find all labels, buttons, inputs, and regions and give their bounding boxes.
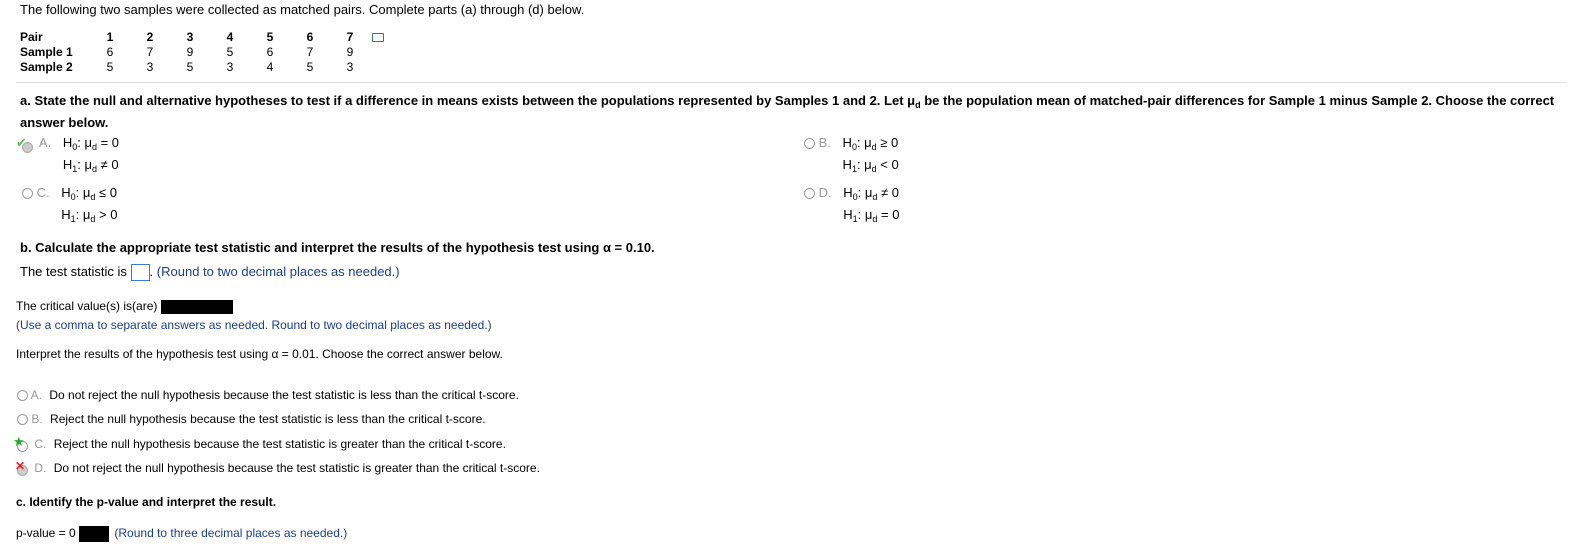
cell: 6 bbox=[106, 45, 114, 59]
interpret-option-b[interactable]: B. Reject the null hypothesis because the test statistic is less than the critical t-score. bbox=[17, 412, 486, 426]
cell: 9 bbox=[186, 45, 194, 59]
test-statistic-row: The test statistic is . (Round to two decimal places as needed.) bbox=[20, 264, 400, 281]
radio-button[interactable] bbox=[22, 188, 33, 199]
cell: 5 bbox=[226, 45, 234, 59]
pvalue-row: p-value = 0 (Round to three decimal places as needed.) bbox=[16, 526, 348, 541]
copy-icon[interactable] bbox=[372, 33, 384, 42]
option-b[interactable]: B. $H_0$: $\mu_d \ge 0$ $H_1$: $\mu_d < 0$ bbox=[804, 134, 899, 178]
option-a[interactable]: ✔ A. $H_0$: $\mu_d = 0$ $H_1$: $\mu_d \ne 0$ bbox=[22, 134, 119, 178]
critical-value-row: The critical value(s) is(are) bbox=[16, 299, 233, 314]
copy-button[interactable] bbox=[370, 30, 410, 45]
divider bbox=[16, 82, 1566, 83]
cell: 3 bbox=[186, 30, 194, 44]
part-a-question: a. State the null and alternative hypotheses to test if a difference in means exists between the populations represented by Samples 1 and 2. Let $\mu_d$ be the population mean of matched-pair differences for Sample 1 minus Sample 2. Choose the correct answer below. bbox=[20, 93, 1555, 130]
radio-button[interactable] bbox=[804, 138, 815, 149]
pairs-table bbox=[20, 30, 410, 75]
row-label: Sample 2 bbox=[20, 60, 73, 74]
option-d[interactable]: D. $H_0$: $\mu_d \ne 0$ $H_1$: $\mu_d = 0$ bbox=[804, 184, 899, 228]
radio-button[interactable] bbox=[17, 414, 28, 425]
part-b-question: b. Calculate the appropriate test statistic and interpret the results of the hypothesis test using α = 0.10. bbox=[20, 240, 655, 255]
star-icon: ★ bbox=[13, 433, 25, 449]
part-c-question: c. Identify the p-value and interpret the result. bbox=[16, 495, 277, 509]
cell: 3 bbox=[346, 60, 354, 74]
cell: 5 bbox=[266, 30, 274, 44]
table-row bbox=[20, 30, 410, 45]
cell: 5 bbox=[106, 60, 114, 74]
hypothesis-pair: $H_0$: $\mu_d \ge 0$ $H_1$: $\mu_d < 0$ bbox=[842, 135, 899, 174]
check-icon: ✔ bbox=[16, 134, 27, 150]
x-icon: ✕ bbox=[15, 458, 26, 473]
cell: 5 bbox=[306, 60, 314, 74]
cell: 4 bbox=[226, 30, 234, 44]
cell: 3 bbox=[226, 60, 234, 74]
interpret-option-d[interactable]: ✕ D. Do not reject the null hypothesis because the test statistic is greater than the critical t-score. bbox=[15, 458, 540, 475]
hypothesis-pair: $H_0$: $\mu_d \le 0$ $H_1$: $\mu_d > 0$ bbox=[61, 185, 118, 224]
critical-value-input[interactable] bbox=[161, 300, 233, 314]
option-c[interactable]: C. $H_0$: $\mu_d \le 0$ $H_1$: $\mu_d > 0$ bbox=[22, 184, 117, 228]
radio-button[interactable] bbox=[17, 390, 28, 401]
cell: 5 bbox=[186, 60, 194, 74]
cell: 4 bbox=[266, 60, 274, 74]
cell: 2 bbox=[146, 30, 154, 44]
cell: 9 bbox=[346, 45, 354, 59]
cell: 7 bbox=[146, 45, 154, 59]
hypothesis-pair: $H_0$: $\mu_d = 0$ $H_1$: $\mu_d \ne 0$ bbox=[62, 135, 120, 174]
cell: 7 bbox=[306, 45, 314, 59]
intro-text: The following two samples were collected as matched pairs. Complete parts (a) through (d) below. bbox=[20, 2, 585, 17]
table-row bbox=[20, 60, 410, 75]
hypothesis-pair: $H_0$: $\mu_d \ne 0$ $H_1$: $\mu_d = 0$ bbox=[843, 185, 900, 224]
radio-button[interactable] bbox=[804, 188, 815, 199]
interpret-option-a[interactable]: A. Do not reject the null hypothesis because the test statistic is less than the critical t-score. bbox=[17, 388, 519, 402]
interpret-option-c[interactable]: ★ C. Reject the null hypothesis because the test statistic is greater than the critical t-score. bbox=[13, 433, 506, 451]
interpret-label: Interpret the results of the hypothesis test using α = 0.01. Choose the correct answer below. bbox=[16, 347, 503, 361]
cell: 7 bbox=[346, 30, 354, 44]
pvalue-input[interactable] bbox=[79, 526, 109, 542]
test-statistic-input[interactable] bbox=[131, 264, 150, 281]
cell: 3 bbox=[146, 60, 154, 74]
cell: 6 bbox=[266, 45, 274, 59]
row-label: Sample 1 bbox=[20, 45, 73, 59]
row-label: Pair bbox=[20, 30, 43, 44]
critical-hint: (Use a comma to separate answers as needed. Round to two decimal places as needed.) bbox=[16, 318, 492, 332]
cell: 6 bbox=[306, 30, 314, 44]
cell: 1 bbox=[106, 30, 114, 44]
table-row bbox=[20, 45, 410, 60]
